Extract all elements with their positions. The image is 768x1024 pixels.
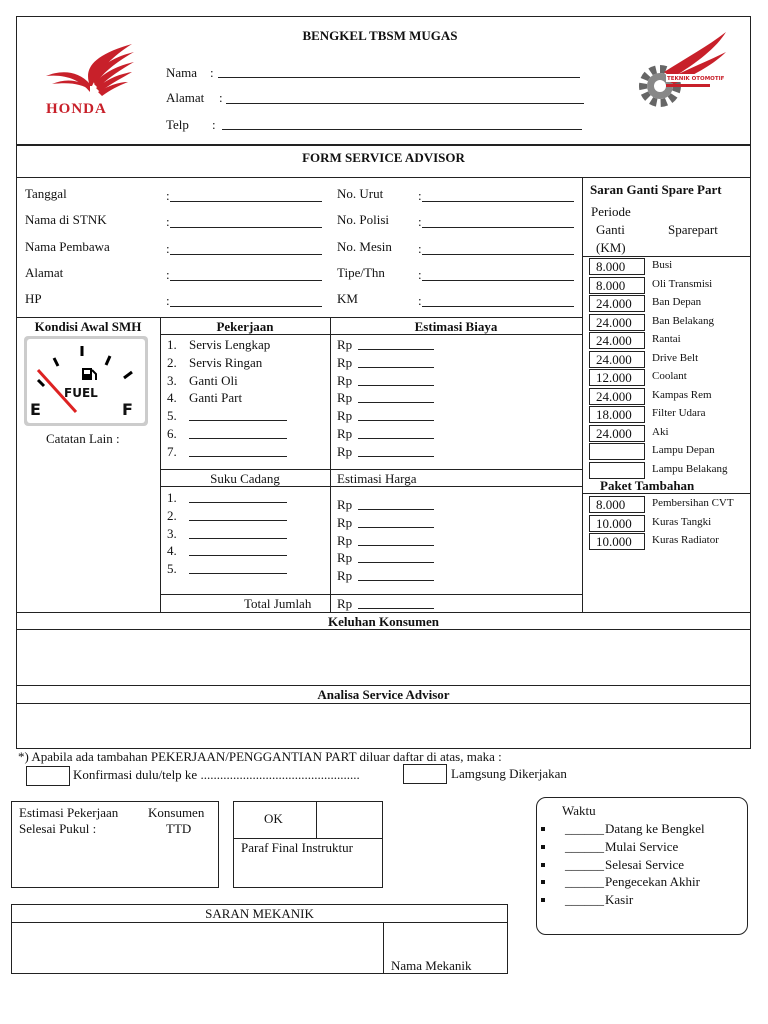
ok-box-line [233,838,383,839]
waktu-blank-field[interactable]: ______ [565,892,604,908]
info-colon: : [166,188,170,203]
harga-field[interactable] [358,562,434,563]
analisa-title: Analisa Service Advisor [317,687,450,702]
info-label-no-polisi: No. Polisi [337,212,390,227]
waktu-blank-field[interactable]: ______ [565,838,604,854]
info-field-tipe-thn[interactable] [422,280,574,281]
saran-mekanik-title: SARAN MEKANIK [205,906,314,921]
suku-cadang-field[interactable] [189,555,287,556]
harga-rp: Rp [337,514,353,530]
spare-part-name: Aki [652,425,669,438]
waktu-bullet-icon [541,863,545,867]
keluhan-header-line [16,629,751,630]
suku-cadang-field[interactable] [189,573,287,574]
suku-cadang-top-line [160,469,582,470]
biaya-rp: Rp [337,426,353,441]
konsumen-label: Konsumen [148,805,205,820]
paket-name: Kuras Radiator [652,534,719,546]
waktu-blank-field[interactable]: ______ [565,821,604,836]
harga-field[interactable] [358,545,434,546]
analisa-field[interactable] [18,705,749,747]
harga-field[interactable] [358,527,434,528]
suku-cadang-number: 4. [167,543,177,559]
info-colon: : [166,267,170,282]
langsung-checkbox[interactable] [403,764,447,784]
spare-part-km-box[interactable]: 24.000 [589,351,645,368]
spare-part-name: Busi [652,259,673,271]
spare-part-name: Ban Depan [652,296,702,308]
spare-part-name: Drive Belt [652,351,699,364]
total-line [160,594,582,595]
waktu-item: Pengecekan Akhir [605,874,700,890]
saran-mekanik-header-line [11,922,508,923]
biaya-field[interactable] [358,420,434,421]
pekerjaan-number: 5. [167,408,177,424]
harga-field[interactable] [358,509,434,510]
fuel-full-label: F [122,400,133,419]
pekerjaan-blank-field[interactable] [189,420,287,421]
waktu-bullet-icon [541,827,545,831]
biaya-field[interactable] [358,456,434,457]
work-col-divider-2 [330,317,331,613]
biaya-field[interactable] [358,385,434,386]
saran-mekanik-divider [383,922,384,974]
info-colon: : [418,214,422,229]
suku-cadang-number: 2. [167,507,177,523]
konfirmasi-checkbox[interactable] [26,766,70,786]
info-field-nama-pembawa[interactable] [170,254,322,255]
ok-label: OK [264,811,283,826]
form-title: FORM SERVICE ADVISOR [302,150,465,165]
header-telp-field[interactable] [222,129,582,130]
waktu-item: Selesai Service [605,856,685,872]
pekerjaan-item: Ganti Part [189,390,243,406]
info-field-km[interactable] [422,306,574,307]
pekerjaan-item: Servis Ringan [189,354,263,370]
biaya-rp: Rp [337,337,353,352]
ok-checkbox[interactable] [318,803,381,836]
paket-km-box[interactable]: 8.000 [589,496,645,513]
biaya-field[interactable] [358,438,434,439]
info-label-tanggal: Tanggal [25,186,67,201]
ttd-label: TTD [166,821,192,836]
nama-mekanik-label: Nama Mekanik [391,958,472,973]
harga-rp: Rp [337,568,353,584]
info-field-no-urut[interactable] [422,201,574,202]
estimasi-biaya-title: Estimasi Biaya [414,319,498,334]
footnote-text: *) Apabila ada tambahan PEKERJAAN/PENGGANTIAN PART diluar daftar di atas, maka : [18,749,502,764]
spare-part-periode: Periode [591,204,631,219]
pekerjaan-number: 6. [167,426,177,441]
info-field-hp[interactable] [170,306,322,307]
biaya-rp: Rp [337,354,353,370]
header-alamat-colon: : [219,90,223,105]
spare-part-name: Kampas Rem [652,388,712,401]
spare-part-name: Oli Transmisi [652,277,713,290]
biaya-rp: Rp [337,372,353,388]
header-nama-field[interactable] [218,77,580,78]
selesai-pukul-label: Selesai Pukul : [19,821,97,836]
harga-rp: Rp [337,532,353,548]
total-jumlah-label: Total Jumlah [244,596,312,611]
spare-part-name: Coolant [652,370,687,382]
catatan-lain-label: Catatan Lain : [46,431,120,446]
header-telp-label: Telp [166,117,189,132]
waktu-blank-field[interactable]: ______ [565,856,604,872]
suku-cadang-number: 5. [167,561,177,577]
spare-part-km-box[interactable]: 24.000 [589,388,645,405]
honda-logo-text: HONDA [46,101,107,117]
pekerjaan-item: Ganti Oli [189,372,238,388]
spare-part-name: Lampu Depan [652,444,715,456]
info-field-alamat[interactable] [170,280,322,281]
info-colon: : [166,293,170,308]
work-col-divider-1 [160,317,161,613]
langsung-label: Lamgsung Dikerjakan [451,766,567,781]
suku-cadang-header-line [160,486,582,487]
waktu-bullet-icon [541,880,545,884]
spare-part-divider [582,177,583,613]
info-field-no-mesin[interactable] [422,254,574,255]
gear-wing-icon [636,28,728,114]
spare-part-km-box[interactable] [589,462,645,479]
info-colon: : [418,293,422,308]
paket-name: Kuras Tangki [652,515,712,528]
suku-cadang-number: 3. [167,525,177,541]
suku-cadang-field[interactable] [189,538,287,539]
paket-title-line [582,493,751,494]
work-table-top [16,317,582,318]
keluhan-title: Keluhan Konsumen [328,614,439,629]
pekerjaan-number: 7. [167,443,177,459]
spare-part-title: Saran Ganti Spare Part [590,182,722,197]
pekerjaan-number: 4. [167,390,177,406]
suku-cadang-field[interactable] [189,502,287,503]
waktu-title: Waktu [562,803,596,818]
work-header-line [160,334,582,335]
paket-title: Paket Tambahan [600,478,695,493]
spare-part-name: Rantai [652,333,681,345]
biaya-rp: Rp [337,390,353,406]
fuel-empty-label: E [30,400,41,419]
waktu-bullet-icon [541,898,545,902]
paket-km-box[interactable]: 10.000 [589,515,645,532]
kondisi-title: Kondisi Awal SMH [34,319,142,334]
estimasi-harga-title: Estimasi Harga [337,471,417,486]
pekerjaan-number: 3. [167,372,177,388]
header-telp-colon: : [212,117,216,132]
waktu-bullet-icon [541,845,545,849]
honda-logo [40,40,140,120]
waktu-item: Datang ke Bengkel [605,821,705,836]
paket-name: Pembersihan CVT [652,497,734,509]
info-label-alamat: Alamat [25,265,64,280]
header-alamat-field[interactable] [226,103,584,104]
info-label-no-urut: No. Urut [337,186,384,201]
info-label-nama-stnk: Nama di STNK [25,212,107,227]
estimasi-pekerjaan-label: Estimasi Pekerjaan [19,805,119,820]
harga-rp: Rp [337,497,353,512]
info-colon: : [418,241,422,256]
spare-part-name: Ban Belakang [652,314,715,327]
spare-part-name: Filter Udara [652,407,706,419]
biaya-rp: Rp [337,408,353,424]
keluhan-field[interactable] [18,631,749,684]
header-nama-label: Nama [166,65,198,80]
spare-part-km-box[interactable]: 24.000 [589,332,645,349]
info-label-km: KM [337,291,358,306]
paket-km-box[interactable]: 10.000 [589,533,645,550]
spare-part-km-box[interactable]: 24.000 [589,314,645,331]
info-field-tanggal[interactable] [170,201,322,202]
pekerjaan-blank-field[interactable] [189,456,287,457]
pekerjaan-number: 2. [167,354,177,370]
spare-part-km-box[interactable]: 8.000 [589,277,645,294]
spare-part-km-box[interactable]: 24.000 [589,425,645,442]
right-logo-text: TEKNIK OTOMOTIF [667,76,725,82]
header-alamat-label: Alamat [166,90,205,105]
spare-part-km-box[interactable]: 18.000 [589,406,645,423]
waktu-item: Mulai Service [605,838,679,854]
suku-cadang-number: 1. [167,490,177,505]
info-colon: : [166,214,170,229]
spare-part-km: (KM) [596,240,626,255]
spare-part-km-box[interactable]: 8.000 [589,258,645,275]
suku-cadang-field[interactable] [189,520,287,521]
biaya-field[interactable] [358,402,434,403]
info-colon: : [166,241,170,256]
suku-cadang-title: Suku Cadang [210,471,280,486]
saran-mekanik-field[interactable] [13,924,381,972]
spare-part-header: Sparepart [668,222,718,237]
spare-part-km-box[interactable] [589,443,645,460]
spare-part-header-line [582,256,751,257]
info-field-no-polisi[interactable] [422,227,574,228]
spare-part-km-box[interactable]: 12.000 [589,369,645,386]
paraf-label: Paraf Final Instruktur [241,840,353,855]
fuel-gauge [24,336,148,426]
workshop-name: BENGKEL TBSM MUGAS [302,28,458,43]
spare-part-km-box[interactable]: 24.000 [589,295,645,312]
info-colon: : [418,188,422,203]
total-field[interactable] [358,608,434,609]
teknik-otomotif-logo [636,28,728,114]
biaya-field[interactable] [358,349,434,350]
ok-box-divider [316,801,317,838]
info-label-nama-pembawa: Nama Pembawa [25,239,110,254]
konfirmasi-label: Konfirmasi dulu/telp ke ................................................. [73,767,360,782]
pekerjaan-item: Servis Lengkap [189,337,271,352]
harga-field[interactable] [358,580,434,581]
info-label-hp: HP [25,291,42,306]
spare-part-ganti: Ganti [596,222,625,237]
fuel-label: FUEL [64,386,98,400]
pekerjaan-blank-field[interactable] [189,438,287,439]
pekerjaan-title: Pekerjaan [216,319,274,334]
harga-rp: Rp [337,550,353,566]
biaya-rp: Rp [337,443,353,459]
info-label-tipe-thn: Tipe/Thn [337,265,385,280]
waktu-blank-field[interactable]: ______ [565,874,604,890]
spare-part-name: Lampu Belakang [652,462,728,475]
biaya-field[interactable] [358,367,434,368]
header-nama-colon: : [210,65,214,80]
info-field-nama-stnk[interactable] [170,227,322,228]
info-colon: : [418,267,422,282]
info-label-no-mesin: No. Mesin [337,239,392,254]
waktu-item: Kasir [605,892,634,908]
pekerjaan-number: 1. [167,337,177,352]
total-rp: Rp [337,596,353,611]
analisa-header-line [16,703,751,704]
